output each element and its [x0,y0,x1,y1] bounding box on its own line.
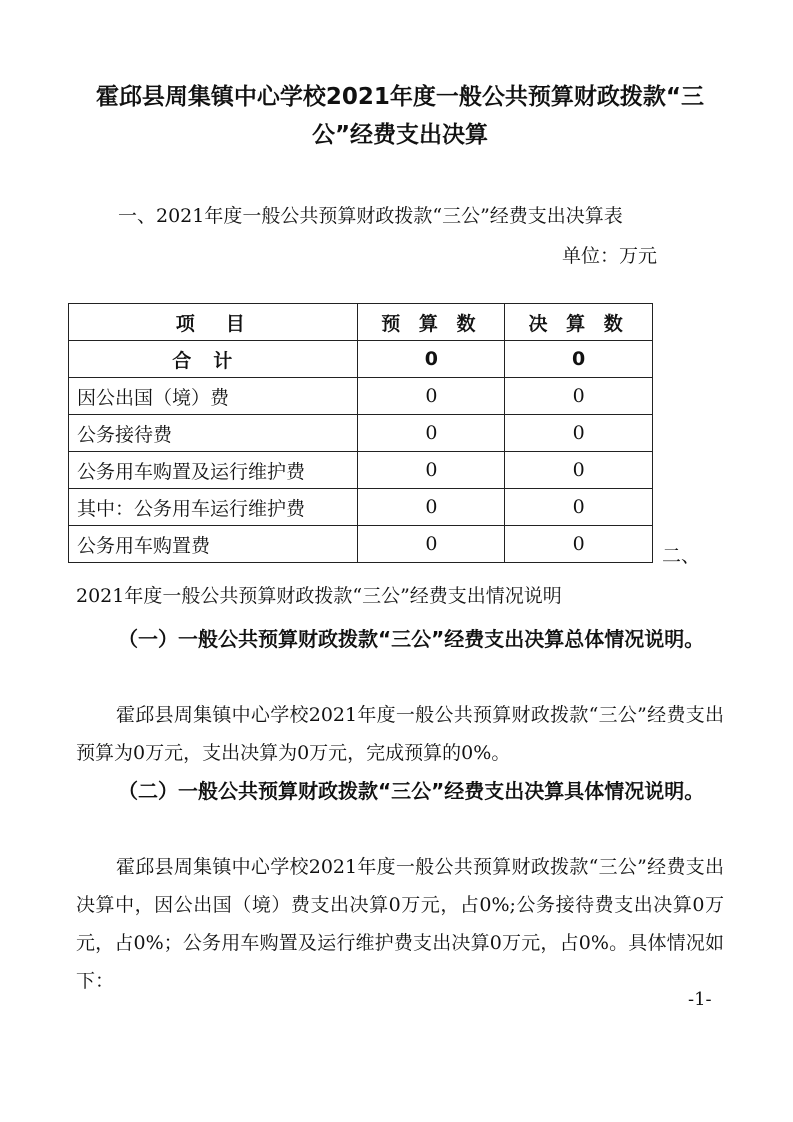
row-actual: 0 [505,378,653,415]
row-label: 公务接待费 [69,415,358,452]
header-actual: 决 算 数 [505,304,653,341]
table-row [69,452,653,489]
section1-heading: 一、2021年度一般公共预算财政拨款“三公”经费支出决算表 [118,205,623,227]
table-row [69,526,653,563]
total-budget: 0 [358,341,505,378]
table-row [69,489,653,526]
section2-number: 二、 [662,545,701,567]
row-actual: 0 [505,452,653,489]
subsection1-body: 霍邱县周集镇中心学校2021年度一般公共预算财政拨款“三公”经费支出预算为0万元，支出决算为0万元，完成预算的0%。 [76,704,724,764]
row-label: 因公出国（境）费 [69,378,358,415]
subsection2-body: 霍邱县周集镇中心学校2021年度一般公共预算财政拨款“三公”经费支出决算中，因公出国（境）费支出决算0万元，占0%;公务接待费支出决算0万元，占0%；公务用车购置及运行维护费支出决算0万元，占0%。具体情况如下： [76,856,724,992]
row-budget: 0 [358,489,505,526]
row-actual: 0 [505,415,653,452]
row-budget: 0 [358,415,505,452]
subsection1-heading: （一）一般公共预算财政拨款“三公”经费支出决算总体情况说明。 [118,627,705,651]
unit-label: 单位：万元 [562,245,658,267]
row-budget: 0 [358,526,505,563]
row-actual: 0 [505,526,653,563]
row-budget: 0 [358,452,505,489]
subsection2-heading: （二）一般公共预算财政拨款“三公”经费支出决算具体情况说明。 [118,779,705,803]
table-header-row [69,304,653,341]
table-row [69,415,653,452]
table-row [69,378,653,415]
row-label: 公务用车购置及运行维护费 [69,452,358,489]
row-budget: 0 [358,378,505,415]
total-actual: 0 [505,341,653,378]
total-label: 合计 [69,341,358,378]
row-label: 公务用车购置费 [69,526,358,563]
header-item: 项 目 [69,304,358,341]
row-label: 其中：公务用车运行维护费 [69,489,358,526]
page-number: -1- [688,989,712,1010]
header-budget: 预 算 数 [358,304,505,341]
section2-heading: 2021年度一般公共预算财政拨款“三公”经费支出情况说明 [76,585,562,607]
document-title: 霍邱县周集镇中心学校2021年度一般公共预算财政拨款“三公”经费支出决算 [95,84,705,148]
row-actual: 0 [505,489,653,526]
table-row-total [69,341,653,378]
budget-table [68,303,653,563]
